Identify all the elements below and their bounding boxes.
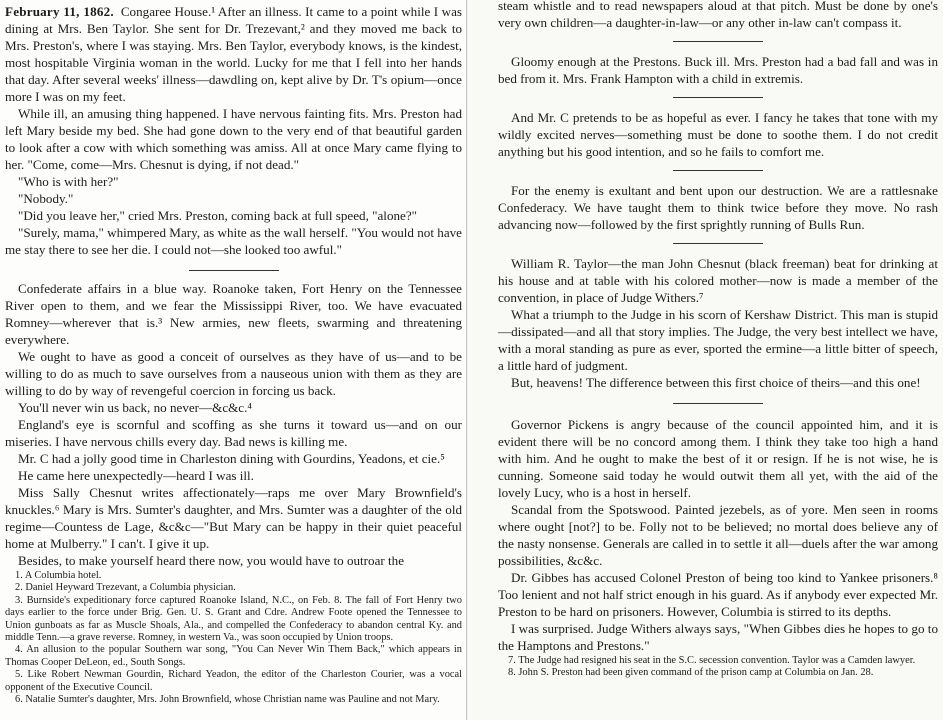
left-page-body xyxy=(5,3,462,706)
entry-text: Congaree House.¹ After an illness. It came to a point while I was dining at Mrs. Ben Taylor. She sent for Dr. Trezevant,² and they moved me back to Mrs. Preston's, where I was staying. Mrs. Ben Taylor, everybody knows, is the kindest, most hospitable Virginia woman in the world. Lucky for me that I fell into her hands that day. After several weeks' illness—dawdling on, kept alive by Dr. T's opium—once more I was on my feet. xyxy=(5,4,463,104)
paragraph: Scandal from the Spotswood. Painted jezebels, as of yore. Men seen in rooms where ought [not?] to be. Folly not to be believed; no mortal does believe any of the nasty nonsense. Generals are called in to settle it all—duels after the war among possibilities, &c&c. xyxy=(498,502,938,568)
paragraph: We ought to have as good a conceit of ourselves as they have of us—and to be willing to do as much to save ourselves from a nauseous union with them as they are willing to do by way of revengeful coercion in forcing us back. xyxy=(5,349,462,398)
paragraph: I was surprised. Judge Withers always says, "When Gibbes dies he hopes to go to the Hamptons and Prestons." xyxy=(498,621,938,653)
paragraph: "Did you leave her," cried Mrs. Preston, coming back at full speed, "alone?" xyxy=(18,208,418,223)
paragraph: steam whistle and to read newspapers aloud at that pitch. Must be done by one's very own children—a daughter-in-law—or any other in-law can't compass it. xyxy=(498,0,938,30)
footnote: 5. Like Robert Newman Gourdin, Richard Yeadon, the editor of the Charleston Courier, was a vocal opponent of the Executive Council. xyxy=(5,669,462,693)
footnotes xyxy=(5,570,462,706)
paragraph: "Nobody." xyxy=(18,191,74,206)
footnote: 1. A Columbia hotel. xyxy=(15,570,102,581)
right-page xyxy=(471,0,943,720)
footnote: 6. Natalie Sumter's daughter, Mrs. John Brownfield, whose Christian name was Pauline and not Mary. xyxy=(15,694,440,706)
paragraph: Gloomy enough at the Prestons. Buck ill. Mrs. Preston had a bad fall and was in bed from it. Mrs. Frank Hampton with a child in extremis. xyxy=(498,54,938,86)
paragraph: Dr. Gibbes has accused Colonel Preston of being too kind to Yankee prisoners.⁸ Too lenient and not half strict enough in his guard. As if anybody ever expected Mr. Preston to be hard on prisoners. However, Columbia is stirred to its depths. xyxy=(498,570,938,619)
paragraph: Governor Pickens is angry because of the council appointed him, and it is evident there will be no concord among them. I think they take too high a hand with him. And he ought to make the best of it or resign. If he is not wise, he is cunning. Someone said today he would outwit them all yet, with the aid of the lovely Lucy, who is a host in herself. xyxy=(498,417,938,500)
paragraph: Miss Sally Chesnut writes affectionately—raps me over Mary Brownfield's knuckles.⁶ Mary is Mrs. Sumter's daughter, and Mrs. Sumter was a daughter of the old regime—Countess de Lage, &c&c—"But Mary can be happy in their quiet peaceful home at Mulberry." I can't. I give it up. xyxy=(5,485,462,551)
entry-date: February 11, 1862. xyxy=(5,4,114,19)
paragraph: William R. Taylor—the man John Chesnut (black freeman) beat for drinking at his house and at table with his colored mother—now is made a member of the convention, in place of Judge Withers.⁷ xyxy=(498,256,938,305)
footnote: 3. Burnside's expeditionary force captured Roanoke Island, N.C., on Feb. 8. The fall of Fort Henry two days earlier to the force under Brig. Gen. U. S. Grant and Cdre. Andrew Foote opened the Tennessee to Union gunboats as far as Muscle Shoals, Ala., and compelled the Confederacy to abandon central Ky. and middle Tenn.—a grave reverse. Romney, in western Va., was soon occupied by Union troops. xyxy=(5,594,462,644)
entry-paragraph xyxy=(5,3,462,105)
footnotes xyxy=(498,655,938,680)
paragraph: England's eye is scornful and scoffing as she turns it toward us—and on our miseries. I have nervous chills every day. Bad news is killing me. xyxy=(5,417,462,449)
paragraph: You'll never win us back, no never—&c&c.⁴ xyxy=(18,400,252,415)
footnote: 7. The Judge had resigned his seat in the S.C. secession convention. Taylor was a Camden lawyer. xyxy=(508,655,916,666)
footnote: 4. An allusion to the popular Southern war song, "You Can Never Win Them Back," which appears in Thomas Cooper DeLeon, ed., South Songs. xyxy=(5,644,462,668)
paragraph: "Who is with her?" xyxy=(18,174,119,189)
paragraph: Confederate affairs in a blue way. Roanoke taken, Fort Henry on the Tennessee River open to them, and we fear the Mississippi River, too. We have evacuated Romney—wherever that is.³ New armies, new fleets, swarming and threatening everywhere. xyxy=(5,281,462,347)
paragraph: While ill, an amusing thing happened. I have nervous fainting fits. Mrs. Preston had left Mary beside my bed. She had gone down to the very end of that beautiful garden to look after a cow with which something was amiss. All at once Mary came flying to her. "Come, come—Mrs. Chesnut is dying, if not dead." xyxy=(5,106,462,172)
left-page xyxy=(0,0,466,720)
paragraph: He came here unexpectedly—heard I was ill. xyxy=(18,468,254,483)
footnote: 2. Daniel Heyward Trezevant, a Columbia physician. xyxy=(15,582,236,594)
paragraph: Besides, to make yourself heard there now, you would have to outroar the xyxy=(18,553,405,568)
paragraph: But, heavens! The difference between this first choice of theirs—and this one! xyxy=(511,375,921,390)
paragraph: And Mr. C pretends to be as hopeful as ever. I fancy he takes that tone with my wildly excited nerves—something must be done to soothe them. I do not credit anything but his good intention, and so he fails to comfort me. xyxy=(498,110,938,159)
right-page-body xyxy=(498,0,938,680)
paragraph: What a triumph to the Judge in his scorn of Kershaw District. This man is stupid—dissipated—and all that story implies. The Judge, the very best intellect we have, with a moral standing as pure as ever, sported the ermine—a little bitter of speech, a little hard of judgment. xyxy=(498,307,938,373)
paragraph: Mr. C had a jolly good time in Charleston dining with Gourdins, Yeadons, et cie.⁵ xyxy=(18,451,445,466)
footnote: 8. John S. Preston had been given command of the prison camp at Columbia on Jan. 28. xyxy=(508,667,874,679)
paragraph: "Surely, mama," whimpered Mary, as white as the wall herself. "You would not have me stay there to see her die. I could not—she looked too awful." xyxy=(5,225,462,257)
paragraph: For the enemy is exultant and bent upon our destruction. We are a rattlesnake Confederacy. We have taught them to think twice before they move. No rash advancing now—followed by the first sprightly running of Bulls Run. xyxy=(498,183,938,232)
